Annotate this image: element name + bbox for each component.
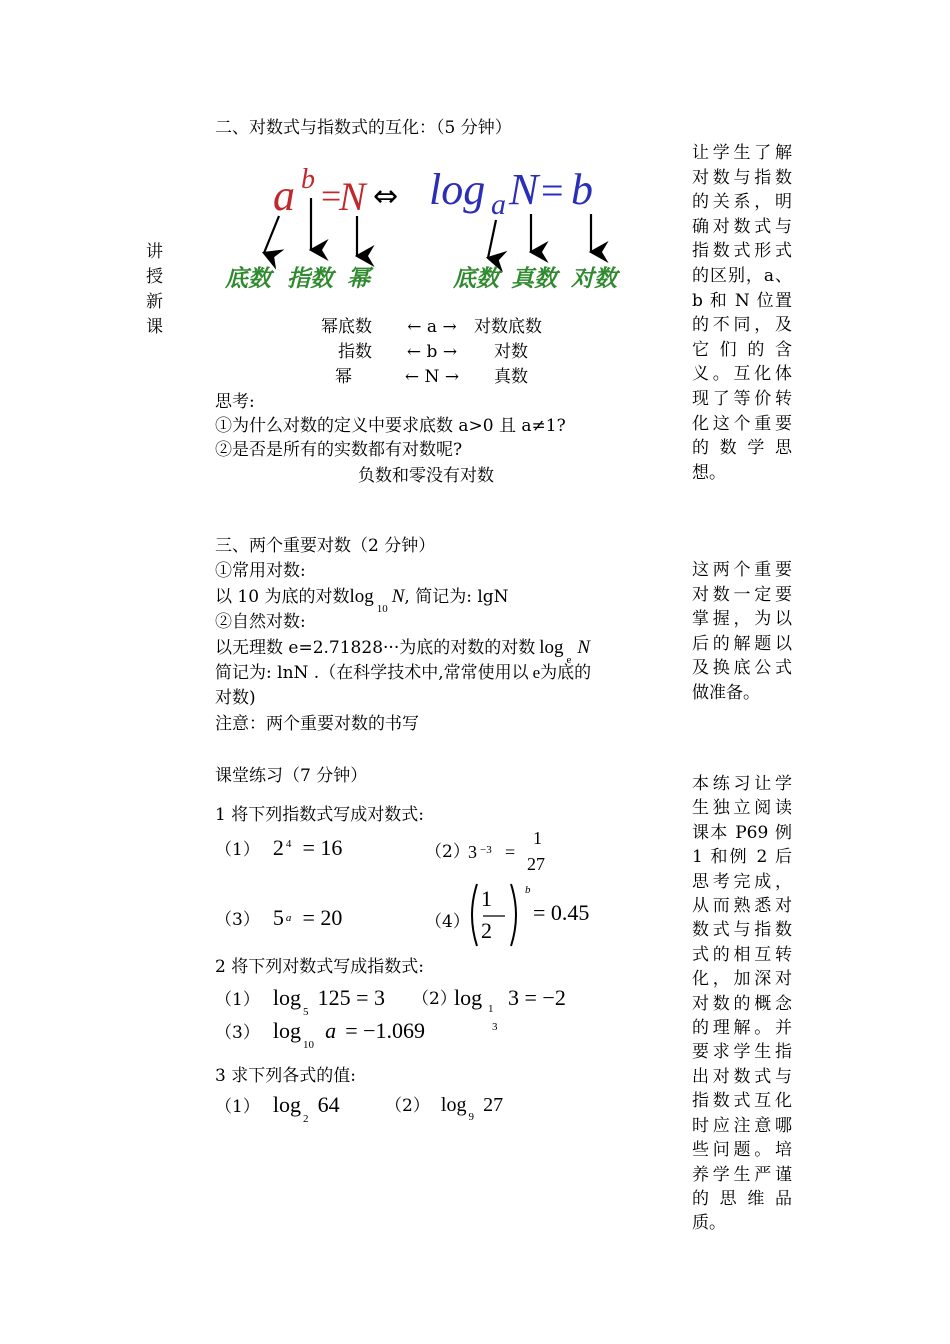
item-base: 9 xyxy=(468,1111,474,1123)
item-index: （3） xyxy=(215,1023,260,1043)
item-rest: = −1.069 xyxy=(345,1018,426,1043)
fig-label-log: 对数 xyxy=(571,266,617,292)
practice-3-item-2 xyxy=(385,1094,503,1126)
row-mid: ← N → xyxy=(404,367,460,387)
item-index: （1） xyxy=(215,840,260,860)
item-num: 1 xyxy=(533,828,542,848)
fig-b: b xyxy=(301,164,315,195)
row-left: 幂底数 xyxy=(321,317,372,337)
natural-log-prefix: 以无理数 e=2.71828···为底的对数的对数 xyxy=(215,638,536,658)
item-rest: 27 xyxy=(483,1094,504,1116)
item-base-den: 3 xyxy=(492,1021,498,1033)
fig-label-log-base: 底数 xyxy=(453,266,499,292)
section2-heading: 二、对数式与指数式的互化：（5 分钟） xyxy=(215,118,512,138)
item-rhs: = 16 xyxy=(302,835,343,860)
practice-1-item-3 xyxy=(215,905,342,935)
practice-3-item-1 xyxy=(215,1092,340,1124)
practice-heading: 课堂练习（7 分钟） xyxy=(215,766,368,786)
paren-icon xyxy=(465,880,525,950)
left-label-char: 新 xyxy=(146,292,163,312)
side-note-1: 让学生了解对数与指数的关系，明确对数式与指数式形式的区别，a、b 和 N 位置的不同，及它们的含义。互化体现了等价转化这个重要的数学思想。 xyxy=(692,143,792,483)
fig-log-base: a xyxy=(491,188,506,221)
item-index: （2） xyxy=(385,1096,430,1116)
item-log: log xyxy=(272,1018,302,1043)
item-index: （1） xyxy=(215,1097,260,1117)
fig-N: N xyxy=(339,174,366,219)
item-index: （2） xyxy=(425,842,470,862)
row-left: 指数 xyxy=(338,342,372,362)
natural-abbr-text2: 为底的 xyxy=(540,663,592,683)
item-log: log xyxy=(440,1094,467,1116)
item-rhs: = 20 xyxy=(302,905,343,930)
fig-rhs-N: N xyxy=(509,165,539,214)
question-2: ②是否是所有的实数都有对数呢? xyxy=(215,440,463,460)
practice-1-item-1 xyxy=(215,835,342,865)
row-right: 真数 xyxy=(494,367,528,387)
item-den: 2 xyxy=(481,918,492,943)
item-base: 3 xyxy=(468,842,477,862)
item-exp: a xyxy=(285,912,292,924)
answer-text: 负数和零没有对数 xyxy=(358,466,494,486)
fig-a: a xyxy=(273,171,295,220)
fig-label-power: 幂 xyxy=(347,266,370,292)
think-title: 思考: xyxy=(215,392,255,412)
common-log-line xyxy=(215,585,509,615)
row-right: 对数底数 xyxy=(474,317,542,337)
practice-1-item-4 xyxy=(425,880,595,950)
fig-eq2: = xyxy=(541,168,564,213)
row-mid: ← b → xyxy=(406,342,458,362)
note-text: 注意：两个重要对数的书写 xyxy=(215,714,419,734)
natural-log-abbr-end: 对数) xyxy=(215,688,256,708)
natural-log-title: ②自然对数: xyxy=(215,612,306,632)
item-index: （2） xyxy=(412,989,457,1009)
natural-log-symbol: log xyxy=(539,637,564,658)
common-log-title: ①常用对数: xyxy=(215,561,306,581)
item-base: 10 xyxy=(303,1039,315,1051)
natural-log-abbr xyxy=(215,661,591,685)
section3-heading: 三、两个重要对数（2 分钟） xyxy=(215,536,436,556)
item-exp: 4 xyxy=(285,838,292,850)
item-base: 2 xyxy=(303,1113,309,1125)
item-log: log xyxy=(272,1092,302,1117)
item-exp: b xyxy=(525,884,531,896)
fig-eq1: = xyxy=(321,176,342,216)
item-num: 1 xyxy=(481,886,492,911)
item-exp: −3 xyxy=(480,844,492,856)
item-rest: 125 = 3 xyxy=(317,985,386,1010)
item-log: log xyxy=(454,985,483,1010)
common-log-suffix: , 简记为: lgN xyxy=(404,587,509,607)
side-note-3: 本练习让学生独立阅读课本 P69 例 1 和例 2 后思考完成，从而熟悉对数式与指数式的相互转化，加深对对数的概念的理解。并要求学生指出对数式与指数式互化时应注意哪些问题。培养学生严谨的思维品质。 xyxy=(692,774,792,1234)
item-rest: 3 = −2 xyxy=(508,985,566,1010)
item-base-num: 1 xyxy=(488,1003,494,1015)
left-label-teaching xyxy=(146,240,166,340)
row-right: 对数 xyxy=(494,342,528,362)
fig-label-antilog: 真数 xyxy=(511,266,557,292)
fig-label-base: 底数 xyxy=(225,266,271,292)
fig-log: log xyxy=(429,165,486,214)
practice-2-item-1 xyxy=(215,985,385,1017)
item-rhs: = 0.45 xyxy=(533,900,590,925)
natural-log-arg: N xyxy=(577,637,591,658)
left-label-char: 课 xyxy=(146,317,163,337)
arrow-icon xyxy=(264,216,279,253)
natural-abbr-e: e xyxy=(532,663,541,682)
row-left: 幂 xyxy=(335,367,352,387)
common-log-prefix: 以 10 为底的对数 xyxy=(215,587,350,607)
question-1: ①为什么对数的定义中要求底数 a>0 且 a≠1? xyxy=(215,416,566,436)
item-base: 5 xyxy=(272,905,284,930)
item-index: （4） xyxy=(425,912,470,932)
natural-abbr-text: 简记为: lnN .（在科学技术中,常常使用以 xyxy=(215,663,529,683)
common-log-arg: N xyxy=(391,586,405,607)
fig-rhs-b: b xyxy=(571,165,593,214)
item-var: a xyxy=(325,1018,337,1043)
item-index: （3） xyxy=(215,910,260,930)
fig-iff-arrow: ⇔ xyxy=(373,179,399,214)
item-den: 27 xyxy=(527,854,545,874)
practice-2-title: 2 将下列对数式写成指数式: xyxy=(215,957,424,977)
left-label-char: 讲 xyxy=(146,242,163,262)
item-log: log xyxy=(272,985,302,1010)
common-log-symbol: log xyxy=(349,586,374,607)
item-rest: 64 xyxy=(317,1092,340,1117)
row-mid: ← a → xyxy=(407,317,457,337)
item-eq: = xyxy=(505,842,516,862)
item-base: 5 xyxy=(303,1006,309,1018)
natural-log-base: e xyxy=(566,654,572,666)
arrow-icon xyxy=(488,220,496,258)
practice-1-title: 1 将下列指数式写成对数式: xyxy=(215,805,424,825)
log-exp-figure xyxy=(215,158,655,308)
side-note-2: 这两个重要对数一定要掌握，为以后的解题以及换底公式做准备。 xyxy=(692,560,792,703)
common-log-base: 10 xyxy=(376,603,388,615)
left-label-char: 授 xyxy=(146,267,163,287)
fig-label-exponent: 指数 xyxy=(287,266,333,292)
practice-2-item-2 xyxy=(412,985,572,1035)
practice-3-title: 3 求下列各式的值: xyxy=(215,1066,356,1086)
item-base: 2 xyxy=(272,835,284,860)
natural-log-line xyxy=(215,636,591,666)
item-index: （1） xyxy=(215,990,260,1010)
practice-2-item-3 xyxy=(215,1018,425,1050)
